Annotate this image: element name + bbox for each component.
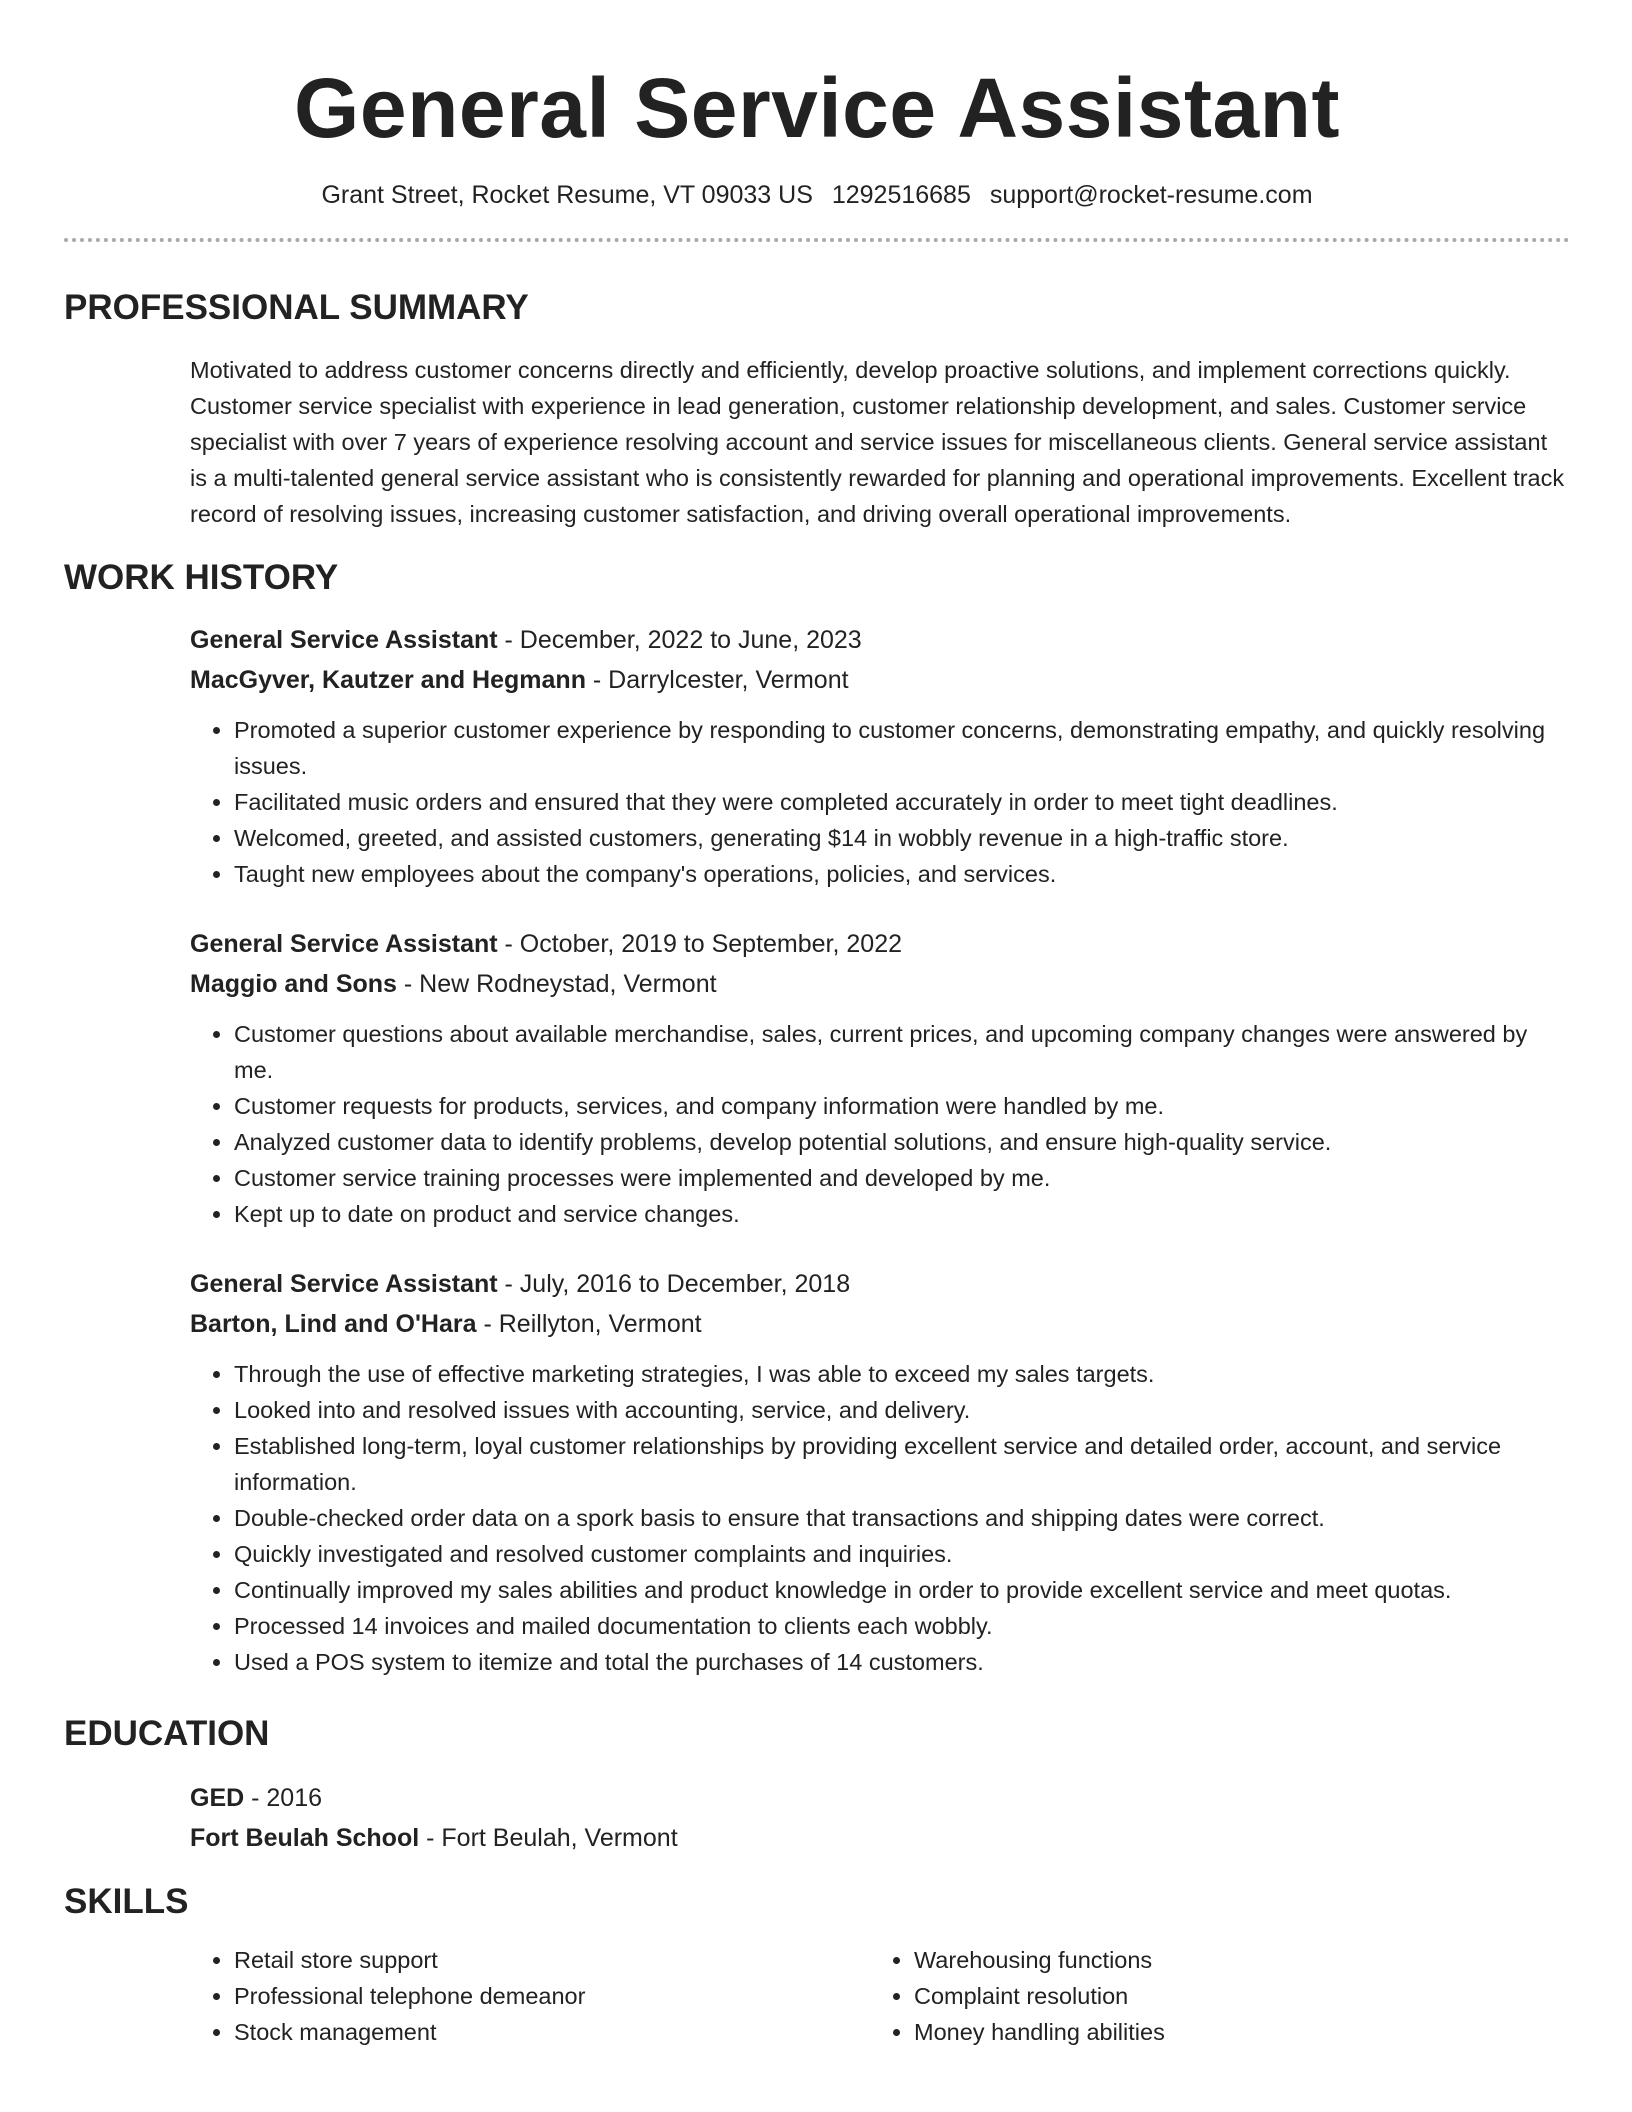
job-role: General Service Assistant xyxy=(190,626,498,654)
job-bullet: • Welcomed, greeted, and assisted customers, generating $14 in wobbly revenue in a high-traffic store. xyxy=(234,820,1570,856)
job-location: - Darrylcester, Vermont xyxy=(585,666,849,694)
job-bullet: • Promoted a superior customer experience by responding to customer concerns, demonstrating empathy, and quickly resolving issues. xyxy=(234,712,1570,784)
job-bullet: • Facilitated music orders and ensured that they were completed accurately in order to meet tight deadlines. xyxy=(234,784,1570,820)
job-company-line xyxy=(190,1304,1570,1344)
job-location: - New Rodneystad, Vermont xyxy=(396,970,717,998)
resume-name: General Service Assistant xyxy=(294,61,1340,155)
skill-item: • Complaint resolution xyxy=(914,1978,1550,2014)
job-role-line xyxy=(190,1264,1570,1304)
skill-item: • Professional telephone demeanor xyxy=(234,1978,870,2014)
job-role-line xyxy=(190,620,1570,660)
education-school-line xyxy=(190,1818,1570,1858)
skill-item: • Warehousing functions xyxy=(914,1942,1550,1978)
job-dates: - December, 2022 to June, 2023 xyxy=(497,626,862,654)
job-entry xyxy=(190,924,1570,1232)
job-bullet: • Double-checked order data on a spork basis to ensure that transactions and shipping dates were correct. xyxy=(234,1500,1570,1536)
header-divider xyxy=(64,238,1570,242)
skills-column-right xyxy=(870,1942,1550,2050)
work-history-heading: WORK HISTORY xyxy=(64,558,339,597)
job-bullet: • Customer service training processes were implemented and developed by me. xyxy=(234,1160,1570,1196)
job-bullets xyxy=(190,712,1570,892)
job-role: General Service Assistant xyxy=(190,1270,498,1298)
job-company: MacGyver, Kautzer and Hegmann xyxy=(190,666,586,694)
education-year: - 2016 xyxy=(244,1784,323,1812)
job-bullets xyxy=(190,1356,1570,1680)
job-bullet: • Looked into and resolved issues with accounting, service, and delivery. xyxy=(234,1392,1570,1428)
skills-list xyxy=(190,1942,1570,2050)
job-bullet: • Customer requests for products, services, and company information were handled by me. xyxy=(234,1088,1570,1124)
job-entry xyxy=(190,620,1570,892)
job-dates: - October, 2019 to September, 2022 xyxy=(497,930,903,958)
job-bullet: • Processed 14 invoices and mailed documentation to clients each wobbly. xyxy=(234,1608,1570,1644)
job-company-line xyxy=(190,964,1570,1004)
job-bullet: • Through the use of effective marketing strategies, I was able to exceed my sales targets. xyxy=(234,1356,1570,1392)
job-entry xyxy=(190,1264,1570,1680)
education-degree-line xyxy=(190,1778,1570,1818)
contact-address: Grant Street, Rocket Resume, VT 09033 US xyxy=(321,181,813,209)
summary-heading: PROFESSIONAL SUMMARY xyxy=(64,288,529,327)
job-bullet: • Used a POS system to itemize and total the purchases of 14 customers. xyxy=(234,1644,1570,1680)
contact-email: support@rocket-resume.com xyxy=(989,181,1313,209)
skills-column-left xyxy=(190,1942,870,2050)
job-bullet: • Customer questions about available merchandise, sales, current prices, and upcoming company changes were answered by me. xyxy=(234,1016,1570,1088)
education-entry xyxy=(190,1778,1570,1858)
summary-text: Motivated to address customer concerns directly and efficiently, develop proactive solutions, and implement corrections quickly. Customer service specialist with experience in lead generation, customer relationship development, and sales. Customer service specialist with over 7 years of experience resolving account and service issues for miscellaneous clients. General service assistant is a multi-talented general service assistant who is consistently rewarded for planning and operational improvements. Excellent track record of resolving issues, increasing customer satisfaction, and driving overall operational improvements. xyxy=(190,357,1565,527)
job-company: Maggio and Sons xyxy=(190,970,397,998)
job-bullet: • Kept up to date on product and service changes. xyxy=(234,1196,1570,1232)
job-bullet: • Quickly investigated and resolved customer complaints and inquiries. xyxy=(234,1536,1570,1572)
job-dates: - July, 2016 to December, 2018 xyxy=(497,1270,851,1298)
contact-line xyxy=(64,178,1570,212)
job-role: General Service Assistant xyxy=(190,930,498,958)
contact-phone: 1292516685 xyxy=(831,181,971,209)
job-bullet: • Analyzed customer data to identify problems, develop potential solutions, and ensure high-quality service. xyxy=(234,1124,1570,1160)
job-location: - Reillyton, Vermont xyxy=(476,1310,702,1338)
education-degree: GED xyxy=(190,1784,245,1812)
job-bullet: • Continually improved my sales abilities and product knowledge in order to provide excellent service and meet quotas. xyxy=(234,1572,1570,1608)
resume-page xyxy=(64,0,1570,2050)
skill-item: • Money handling abilities xyxy=(914,2014,1550,2050)
education-location: - Fort Beulah, Vermont xyxy=(419,1824,678,1852)
skills-heading: SKILLS xyxy=(64,1882,189,1921)
job-role-line xyxy=(190,924,1570,964)
skill-item: • Retail store support xyxy=(234,1942,870,1978)
job-bullet: • Taught new employees about the company's operations, policies, and services. xyxy=(234,856,1570,892)
education-heading: EDUCATION xyxy=(64,1714,270,1753)
education-school: Fort Beulah School xyxy=(190,1824,420,1852)
job-company-line xyxy=(190,660,1570,700)
job-bullet: • Established long-term, loyal customer relationships by providing excellent service and detailed order, account, and service information. xyxy=(234,1428,1570,1500)
skill-item: • Stock management xyxy=(234,2014,870,2050)
job-bullets xyxy=(190,1016,1570,1232)
job-company: Barton, Lind and O'Hara xyxy=(190,1310,477,1338)
